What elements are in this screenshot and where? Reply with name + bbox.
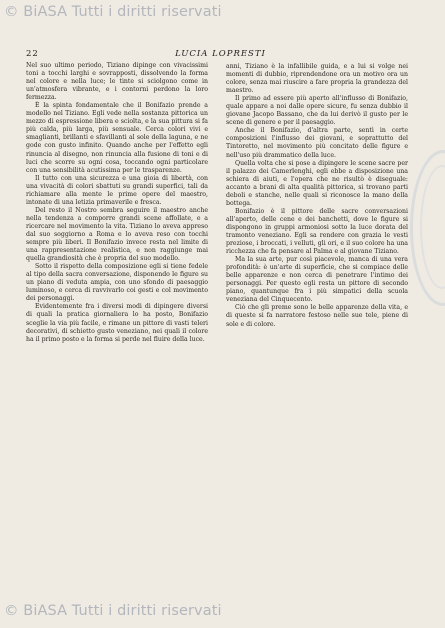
watermark-bottom — [4, 603, 222, 619]
paragraph: Del resto il Nostro sembra seguire il maestro anche nella tendenza a comporre grandi scene affollate, e a ricercare nel movimento la vita. Tiziano lo aveva appreso dal suo soggiorno a Roma e lo aveva reso con tocchi sempre più liberi. Il Bonifazio invece resta nel limite di una rappresentazione realistica, e non raggiunge mai quella grandiosità che è propria del suo modello. — [26, 206, 208, 263]
paragraph: Evidentemente fra i diversi modi di dipingere diversi di quali la pratica giornaliera lo ha posto, Bonifazio sceglie la via più facile, e rimane un pittore di vasti teleri decorativi, di schietto gusto veneziano, nei quali il colore ha il primo posto e la forma si perde nel fluire della luce. — [26, 303, 208, 343]
right-text-column — [226, 63, 408, 329]
page-number: 22 — [26, 49, 39, 59]
paragraph: anni, Tiziano è la infallibile guida, e a lui si volge nei momenti di dubbio, riprendendone ora un motivo ora un colore, senza mai riuscire a fare propria la grandezza del maestro. — [226, 63, 408, 95]
page-header — [26, 49, 415, 61]
left-text-column — [26, 62, 208, 344]
paragraph: Nel suo ultimo periodo, Tiziano dipinge con vivacissimi toni a tocchi larghi e sovrapposti, dissolvendo la forma nel colore e nella luce; le tinte si sciolgono come in un'atmosfera vibrante, e i contorni perdono la loro fermezza. — [26, 62, 208, 102]
running-title: LUCIA LOPRESTI — [175, 49, 266, 59]
paragraph: Ma la sua arte, pur così piacevole, manca di una vera profondità: è un'arte di superficie, che si compiace delle belle apparenze e non cerca di penetrare l'intimo dei personaggi. Per questo egli resta un pittore di secondo piano, quantunque fra i più simpatici della scuola veneziana del Cinquecento. — [226, 256, 408, 304]
paragraph: Bonifazio è il pittore delle sacre conversazioni all'aperto, delle cene e dei banchetti, dove le figure si dispongono in gruppi armoniosi sotto la luce dorata del tramonto veneziano. Egli sa rendere con grazia le vesti preziose, i broccati, i velluti, gli ori, e il suo colore ha una ricchezza che fa pensare al Palma e al giovane Tiziano. — [226, 207, 408, 256]
paragraph: Ciò che gli preme sono le belle apparenze della vita, e di queste si fa narratore festoso nelle sue tele, piene di sole e di colore. — [226, 304, 408, 328]
watermark-top-text: © BiASA Tutti i diritti riservati — [4, 4, 222, 20]
paragraph: Anche il Bonifazio, d'altra parte, sentì in certe composizioni l'influsso dei giovani, e soprattutto del Tintoretto, nel movimento più concitato delle figure e nell'uso più drammatico della luce. — [226, 127, 408, 159]
watermark-top — [4, 4, 222, 20]
paragraph: Sotto il rispetto della composizione egli si tiene fedele al tipo della sacra conversazione, disponendo le figure su un piano di veduta ampia, con uno sfondo di paesaggio luminoso, e cerca di ravvivarlo coi gesti e col movimento dei personaggi. — [26, 263, 208, 303]
paragraph: È la spinta fondamentale che il Bonifazio prende a modello nel Tiziano. Egli vede nella sostanza pittorica un mezzo di espressione libera e sciolta, e la sua pittura si fa più calda, più larga, più sensuale. Cerca colori vivi e smaglianti, brillanti e sfavillanti al sole della laguna, e ne gode con gusto infinito. Quando anche per l'effetto egli rinuncia al disegno, non rinuncia alla fusione di toni e di luci che scorre su ogni cosa, toccando ogni particolare con una sensibilità acutissima per le trasparenze. — [26, 102, 208, 174]
paragraph: Il tutto con una sicurezza e una gioia di libertà, con una vivacità di colori sbattuti su grandi superfici, tali da richiamare alla mente le prime opere del maestro, intonate di una letizia primaverile e fresca. — [26, 174, 208, 206]
paragraph: Quella volta che si pose a dipingere le scene sacre per il palazzo dei Camerlenghi, egli ebbe a disposizione una schiera di aiuti, e l'opera che ne risultò è diseguale: accanto a brani di alta qualità pittorica, si trovano parti deboli e stanche, nelle quali si riconosce la mano della bottega. — [226, 159, 408, 207]
paragraph: Il primo ad essere più aperto all'influsso di Bonifazio, quale appare a noi dalle opere sicure, fu senza dubbio il giovane Jacopo Bassano, che da lui derivò il gusto per le scene di genere e per il paesaggio. — [226, 95, 408, 127]
watermark-bottom-text: © BiASA Tutti i diritti riservati — [4, 603, 222, 619]
